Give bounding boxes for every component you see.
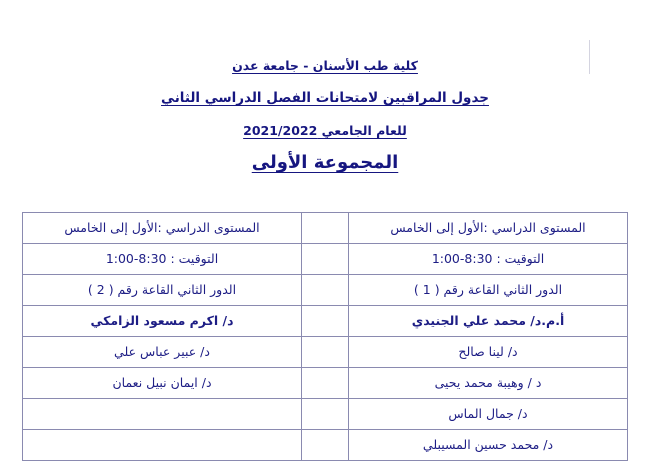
cell-spacer <box>302 430 349 461</box>
header-faculty-line: كلية طب الأسنان - جامعة عدن <box>232 58 418 73</box>
cell-hall-room1: الدور الثاني القاعة رقم ( 1 ) <box>349 275 628 306</box>
table-row <box>23 306 628 337</box>
table-row <box>23 213 628 244</box>
table-row <box>23 337 628 368</box>
cell-time-room1: التوقيت : 8:30-1:00 <box>349 244 628 275</box>
scan-artifact <box>575 40 590 74</box>
cell-spacer <box>302 244 349 275</box>
table-row <box>23 399 628 430</box>
header-group-line: المجموعة الأولى <box>251 152 399 173</box>
cell-supervisor-room1-5: د/ محمد حسين المسيبلي <box>349 430 628 461</box>
cell-level-room2: المستوى الدراسي :الأول إلى الخامس <box>23 213 302 244</box>
header-title-line: جدول المراقبين لامتحانات الفصل الدراسي الثاني <box>161 90 489 106</box>
cell-supervisor-room2-3: د/ ايمان نبيل نعمان <box>23 368 302 399</box>
cell-spacer <box>302 213 349 244</box>
cell-time-room2: التوقيت : 8:30-1:00 <box>23 244 302 275</box>
cell-supervisor-room1-3: د / وهيبة محمد يحيى <box>349 368 628 399</box>
cell-spacer <box>302 399 349 430</box>
cell-supervisor-room1-4: د/ جمال الماس <box>349 399 628 430</box>
cell-hall-room2: الدور الثاني القاعة رقم ( 2 ) <box>23 275 302 306</box>
cell-supervisor-room2-5 <box>23 430 302 461</box>
table-row <box>23 244 628 275</box>
cell-supervisor-room2-4 <box>23 399 302 430</box>
document-header <box>0 0 650 173</box>
cell-supervisor-room2-1: د/ اكرم مسعود الزامكي <box>23 306 302 337</box>
schedule-table-container <box>22 212 628 461</box>
cell-supervisor-room2-2: د/ عبير عباس علي <box>23 337 302 368</box>
cell-spacer <box>302 368 349 399</box>
cell-supervisor-room1-1: أ.م.د/ محمد علي الجنيدي <box>349 306 628 337</box>
cell-spacer <box>302 275 349 306</box>
cell-spacer <box>302 337 349 368</box>
header-academic-year-line: للعام الجامعي 2021/2022 <box>243 123 407 138</box>
table-row <box>23 368 628 399</box>
table-row <box>23 275 628 306</box>
table-row <box>23 430 628 461</box>
cell-supervisor-room1-2: د/ لينا صالح <box>349 337 628 368</box>
cell-spacer <box>302 306 349 337</box>
cell-level-room1: المستوى الدراسي :الأول إلى الخامس <box>349 213 628 244</box>
schedule-table <box>22 212 628 461</box>
